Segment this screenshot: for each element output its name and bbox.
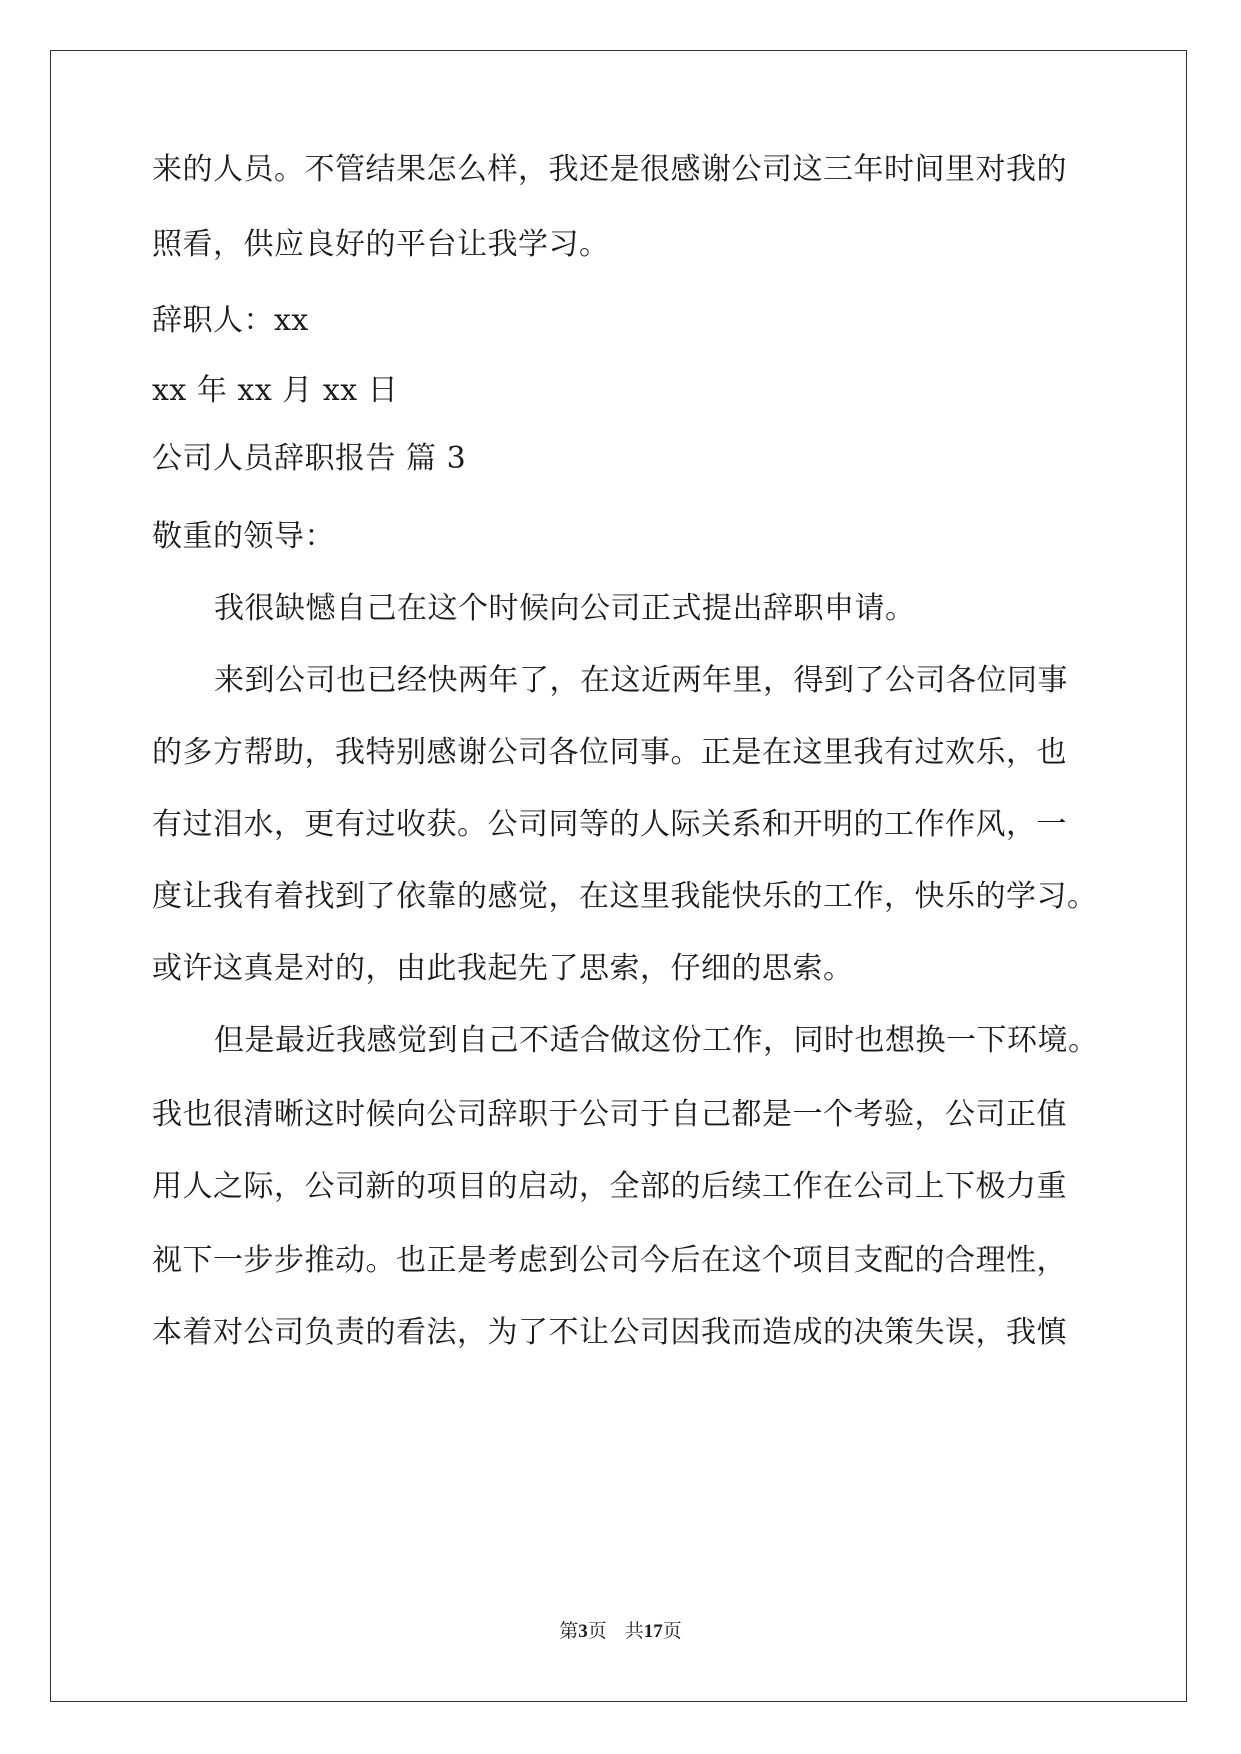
- text-line: 敬重的领导：: [152, 519, 335, 554]
- text-line: 用人之际，公司新的项目的启动，全部的后续工作在公司上下极力重: [152, 1169, 1067, 1204]
- footer-total-suffix: 页: [662, 1621, 682, 1642]
- text-line: 视下一步步推动。也正是考虑到公司今后在这个项目支配的合理性，: [152, 1243, 1067, 1278]
- text-line: 公司人员辞职报告 篇 3: [152, 441, 467, 476]
- footer-page-number: 3: [578, 1621, 588, 1642]
- footer-total-pages: 17: [643, 1621, 663, 1642]
- page-border: [50, 50, 1187, 1702]
- text-line: 度让我有着找到了依靠的感觉，在这里我能快乐的工作，快乐的学习。: [152, 879, 1098, 914]
- footer-page-suffix: 页: [587, 1621, 607, 1642]
- text-line: 来到公司也已经快两年了，在这近两年里，得到了公司各位同事: [214, 663, 1068, 698]
- footer-total-prefix: 共: [624, 1621, 644, 1642]
- page-footer: [0, 1620, 1241, 1644]
- text-line: 我很缺憾自己在这个时候向公司正式提出辞职申请。: [214, 591, 916, 626]
- text-line: 照看，供应良好的平台让我学习。: [152, 227, 610, 262]
- footer-prefix: 第: [559, 1621, 579, 1642]
- text-line: xx 年 xx 月 xx 日: [152, 373, 399, 408]
- text-line: 辞职人：xx: [152, 303, 309, 338]
- text-line: 本着对公司负责的看法，为了不让公司因我而造成的决策失误，我慎: [152, 1315, 1067, 1350]
- text-line: 我也很清晰这时候向公司辞职于公司于自己都是一个考验，公司正值: [152, 1097, 1067, 1132]
- text-line: 的多方帮助，我特别感谢公司各位同事。正是在这里我有过欢乐，也: [152, 735, 1067, 770]
- text-line: 有过泪水，更有过收获。公司同等的人际关系和开明的工作作风，一: [152, 807, 1067, 842]
- text-line: 来的人员。不管结果怎么样，我还是很感谢公司这三年时间里对我的: [152, 152, 1067, 187]
- text-line: 但是最近我感觉到自己不适合做这份工作，同时也想换一下环境。: [214, 1023, 1099, 1058]
- text-line: 或许这真是对的，由此我起先了思索，仔细的思索。: [152, 951, 854, 986]
